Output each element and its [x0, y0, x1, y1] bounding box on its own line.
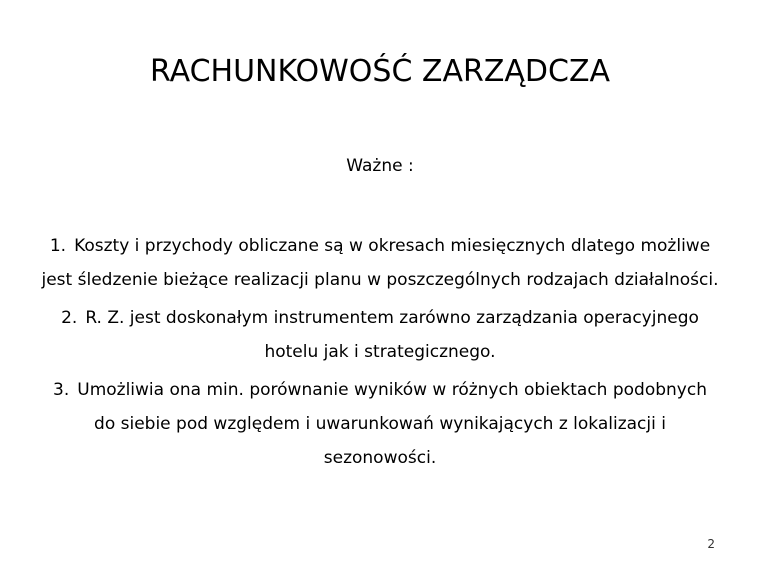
list-item-number: 2. [61, 308, 78, 328]
list-item-number: 3. [53, 380, 70, 400]
list-item-text: Umożliwia ona min. porównanie wyników w różnych obiektach podobnych do siebie pod względem i uwarunkowań wynikających z lokalizacji i sezonowości. [77, 380, 707, 468]
list-item-2 [40, 301, 720, 369]
numbered-list [40, 229, 720, 479]
list-item-text: Koszty i przychody obliczane są w okresach miesięcznych dlatego możliwe jest śledzenie bieżące realizacji planu w poszczególnych rodzajach działalności. [41, 236, 719, 290]
page-number: 2 [707, 537, 715, 551]
list-item-1 [40, 229, 720, 297]
slide-title: RACHUNKOWOŚĆ ZARZĄDCZA [149, 54, 611, 89]
slide-subtitle: Ważne : [346, 156, 414, 176]
list-item-3 [40, 373, 720, 475]
list-item-text: R. Z. jest doskonałym instrumentem zarówno zarządzania operacyjnego hotelu jak i strategicznego. [85, 308, 699, 362]
list-item-number: 1. [49, 236, 67, 256]
